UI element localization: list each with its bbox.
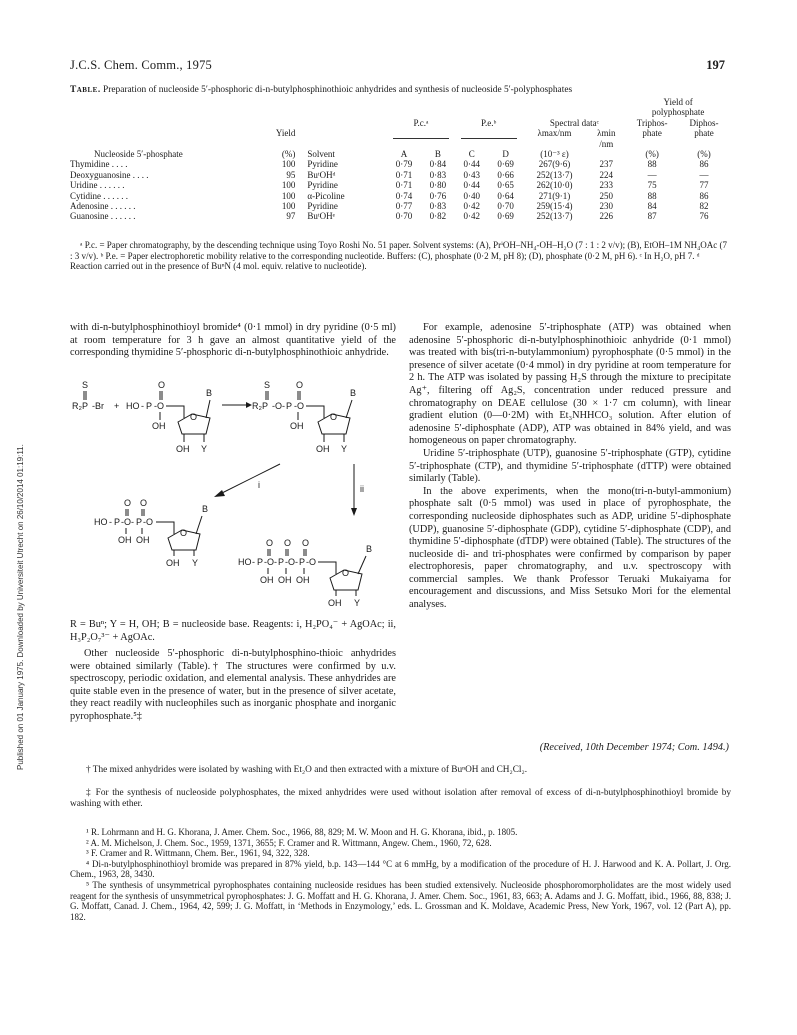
svg-text:P: P: [146, 401, 153, 411]
svg-text:P: P: [136, 517, 143, 527]
page-number: 197: [706, 58, 725, 72]
svg-text:-O: -O: [154, 401, 164, 411]
svg-text:OH: OH: [278, 575, 292, 585]
svg-text:R₂P: R₂P: [72, 401, 88, 411]
right-paragraph-2: Uridine 5′-triphosphate (UTP), guanosine 5′-triphosphate (GTP), cytidine 5′-triphosphate (CTP), and thymidine 5′-triphosphate (dTTP) were obtained similarly (Table).: [409, 447, 731, 485]
svg-text:S: S: [82, 380, 89, 390]
svg-text:-O-: -O-: [121, 517, 134, 527]
product-diphosphate: [94, 498, 208, 568]
svg-text:-O: -O: [143, 517, 153, 527]
svg-text:P: P: [299, 557, 306, 567]
svg-text:B: B: [202, 504, 209, 514]
svg-text:B: B: [366, 544, 373, 554]
results-table: [70, 97, 730, 222]
svg-text:R₂P: R₂P: [252, 401, 268, 411]
svg-text:O: O: [266, 538, 274, 548]
svg-text:O: O: [124, 498, 132, 508]
svg-text:Y: Y: [354, 598, 361, 608]
reaction-arrow-i: [220, 464, 280, 494]
svg-text:-: -: [141, 401, 144, 411]
svg-text:-: -: [109, 517, 112, 527]
product-anhydride: [252, 380, 356, 454]
right-paragraph-1: For example, adenosine 5′-triphosphate (ATP) was obtained when adenosine 5′-phosphoric di-n-butylphosphinothioic anhydride (0·1 mmol) was treated with bis(tri-n-butylammonium) pyrophosphate (0·5 mmol) in the presence of silver acetate (0·4 mmol) in dry pyridine at room temperature for 2 h. The ATP was isolated by passing H₂S through the mixture to precipitate Ag⁺, filtering off Ag₂S, concentration under reduced pressure and chromatography on DEAE cellulose (30 × 1·7 cm column), with linear gradient elution (0—0·2M) with Et₃NHHCO₃ solution. After elution of adenosine 5′-diphosphate (ADP), ATP was obtained in 84% yield, and was homogeneous on paper chromatography.: [409, 322, 731, 447]
footnote-dagger: † The mixed anhydrides were isolated by washing with Et₂O and then extracted with a mixture of BuⁿOH and CH₂Cl₂.: [86, 765, 528, 775]
svg-text:P: P: [114, 517, 121, 527]
download-stamp: [12, 440, 32, 770]
svg-text:B: B: [350, 388, 357, 398]
svg-text:OH: OH: [118, 535, 132, 545]
col-head-yield-of: Yield of: [663, 97, 693, 107]
svg-text:OH: OH: [176, 444, 190, 454]
step-label-i: i: [258, 480, 260, 490]
col-head-phate-1: phate: [642, 128, 662, 139]
reagent-phosphinothioyl-bromide: [72, 380, 104, 411]
left-column-intro: [70, 322, 396, 360]
download-stamp-text: Published on 01 January 1975. Downloaded by Universiteit Utrecht on 26/10/2014 01:19:11.: [16, 444, 25, 770]
reference-item: ³ F. Cramer and R. Wittmann, Chem. Ber., 1961, 94, 322, 328.: [86, 848, 310, 859]
table-row: Adenosine . . . . . . 100 Pyridine 0·77 0·83 0·42 0·70 259(15·4) 230 84 82: [70, 201, 709, 212]
svg-text:OH: OH: [316, 444, 330, 454]
svg-text:O: O: [190, 412, 198, 422]
table-row: Cytidine . . . . . . 100 α-Picoline 0·74 0·76 0·40 0·64 271(9·1) 250 88 86: [70, 190, 709, 201]
footnote-double-dagger: ‡ For the synthesis of nucleoside polyphosphates, the mixed anhydrides were used without isolation after removal of excess of di-n-butylphosphinothioyl bromide by washing with ether.: [70, 788, 731, 809]
plus-sign: +: [114, 401, 120, 411]
table-caption-text: Preparation of nucleoside 5′-phosphoric di-n-butylphosphinothioic anhydrides and synthesis of nucleoside 5′-polyphosphates: [103, 85, 573, 95]
col-head-eps: (10⁻³ ε): [540, 149, 569, 160]
col-head-lmin: λmin: [597, 128, 616, 139]
svg-text:-: -: [252, 557, 255, 567]
table-row: Deoxyguanosine . . . . 95 BuᵗOHᵈ 0·71 0·83 0·43 0·66 252(13·7) 224 — —: [70, 169, 709, 180]
svg-text:OH: OH: [136, 535, 150, 545]
svg-text:O: O: [180, 528, 188, 538]
svg-text:P: P: [257, 557, 264, 567]
svg-text:-O: -O: [294, 401, 304, 411]
svg-text:O: O: [330, 412, 338, 422]
col-head-phate-2: phate: [694, 128, 714, 139]
col-head-diphos: Diphos-: [689, 117, 719, 128]
table-row: Thymidine . . . . 100 Pyridine 0·79 0·84 0·44 0·69 267(9·6) 237 88 86: [70, 159, 709, 170]
journal-header: J.C.S. Chem. Comm., 1975: [70, 58, 212, 72]
svg-text:-O-: -O-: [272, 401, 285, 411]
received-date: (Received, 10th December 1974; Com. 1494.): [539, 742, 729, 753]
svg-text:OH: OH: [166, 558, 180, 568]
reference-item: ² A. M. Michelson, J. Chem. Soc., 1959, 1371, 3655; F. Cramer and R. Wittmann, Angew. Chem., 1960, 72, 628.: [86, 837, 492, 848]
svg-text:HO: HO: [238, 557, 252, 567]
col-head-triphos: Triphos-: [636, 117, 668, 128]
svg-text:Y: Y: [341, 444, 348, 454]
col-head-pct-di: (%): [697, 149, 711, 160]
col-head-nucleoside: Nucleoside 5′-phosphate: [94, 149, 183, 160]
col-head-pe: P.e.ᵇ: [481, 117, 497, 128]
reaction-scheme: [70, 380, 396, 615]
reference-item: ⁴ Di-n-butylphosphinothioyl bromide was prepared in 87% yield, b.p. 143—144 °C at 6 mmHg, by a modification of the procedure of H. J. Harwood and K. A. Pollart, J. Org. Chem., 1963, 28, 3430.: [70, 858, 731, 880]
col-head-solvent: Solvent: [307, 149, 335, 160]
table-row: Uridine . . . . . . 100 Pyridine 0·71 0·80 0·44 0·65 262(10·0) 233 75 77: [70, 180, 709, 191]
col-head-pct-tri: (%): [645, 149, 659, 160]
step-label-ii: ii: [360, 484, 364, 494]
svg-text:O: O: [302, 538, 310, 548]
col-head-d: D: [502, 149, 509, 160]
right-column: [409, 322, 731, 612]
col-head-c: C: [468, 149, 475, 160]
col-head-spectral: Spectral dataᶜ: [549, 117, 599, 128]
product-triphosphate: [238, 538, 372, 608]
svg-text:OH: OH: [290, 421, 304, 431]
col-head-nm: /nm: [599, 138, 614, 149]
svg-text:-Br: -Br: [92, 401, 104, 411]
col-head-polyphosphate: polyphosphate: [651, 107, 705, 118]
svg-text:O: O: [140, 498, 148, 508]
svg-text:OH: OH: [260, 575, 274, 585]
svg-text:O: O: [296, 380, 304, 390]
right-paragraph-3: In the above experiments, when the mono(tri-n-butyl-ammonium) phosphate salt (0·5 mmol) was used in place of pyrophosphate, the corresponding nucleoside diphosphates such as ADP, uridine 5′-diphosphate (UDP), guanosine 5′-diphosphate (GDP), cytidine 5′-diphosphate (CDP), and thymidine 5′-diphosphate (dTDP) were obtained (Table). The structures of the nucleoside di- and tri-phosphates were confirmed by comparison by paper electrophoresis, paper chromatography, and u.v. spectroscopy with commercial samples. We thank Professor Teruaki Mukaiyama for encouragement and discussions, and Miss Setsuko Mori for the elemental analyses.: [409, 485, 731, 611]
svg-text:HO: HO: [94, 517, 108, 527]
table-label: Table.: [70, 85, 101, 95]
svg-text:P: P: [286, 401, 293, 411]
col-head-lmax: λmax/nm: [537, 128, 572, 139]
svg-text:OH: OH: [296, 575, 310, 585]
col-head-yield: Yield: [275, 128, 296, 139]
left-paragraph-2: Other nucleoside 5′-phosphoric di-n-butylphosphino-thioic anhydrides were obtained similarly (Table).† The structures were confirmed by u.v. spectroscopy, periodic oxidation, and elemental analysis. These anhydrides are quite stable even in the presence of water, but in the presence of silver acetate, they react readily with nucleophiles such as inorganic phosphate and inorganic pyrophosphate.⁵‡: [70, 648, 396, 722]
col-head-pc: P.c.ᵃ: [413, 117, 429, 128]
col-head-b: B: [434, 149, 441, 160]
table-footnotes: ᵃ P.c. = Paper chromatography, by the descending technique using Toyo Roshi No. 51 paper. Solvent systems: (A), PrⁱOH–NH₄-OH–H₂O (7 : 1 : 2 v/v); (B), EtOH–1M NH₄OAc (7 : 3 v/v). ᵇ P.e. = Paper electrophoretic mobility relative to the corresponding nucleotide. Buffers: (C), phosphate (0·2 M, pH 8); (D), phosphate (0·2 M, pH 6). ᶜ In H₂O, pH 7. ᵈ Reaction carried out in the presence of BuⁿN (4 mol. equiv. relative to nucleotide).: [70, 240, 728, 272]
svg-text:Y: Y: [201, 444, 208, 454]
svg-text:OH: OH: [328, 598, 342, 608]
svg-text:B: B: [206, 388, 213, 398]
svg-text:HO: HO: [126, 401, 140, 411]
table-row: Guanosine . . . . . . 97 BuᵗOHᵉ 0·70 0·82 0·42 0·69 252(13·7) 226 87 76: [70, 211, 709, 222]
nucleotide-monophosphate: [126, 380, 212, 454]
svg-text:S: S: [264, 380, 271, 390]
col-head-a: A: [400, 149, 408, 160]
svg-text:OH: OH: [152, 421, 166, 431]
svg-text:O: O: [342, 568, 350, 578]
scheme-legend: R = Buⁿ; Y = H, OH; B = nucleoside base. Reagents: i, H₂PO₄⁻ + AgOAc; ii, H₃P₂O₇³⁻ + AgOAc.: [70, 619, 396, 643]
svg-text:-O-: -O-: [285, 557, 298, 567]
col-head-pct: (%): [281, 149, 296, 160]
svg-text:O: O: [284, 538, 292, 548]
reference-item: ¹ R. Lohrmann and H. G. Khorana, J. Amer. Chem. Soc., 1966, 88, 829; M. W. Moon and H. G. Khorana, ibid., p. 1805.: [86, 827, 518, 837]
reference-item: ⁵ The synthesis of unsymmetrical pyrophosphates containing nucleoside residues has been studied extensively. Nucleoside phosphoromorpholidates are the most widely used reagent for the synthesis of unsymmetrical pyrophosphates: J. G. Moffatt and H. G. Khorana, J. Amer. Chem. Soc., 1961, 83, 663; A. Adams and J. G. Moffatt, ibid., 1966, 88, 838; J. G. Moffatt, Canad. J. Chem., 1964, 42, 599; J. G. Moffatt, in ‘Methods in Enzymology,’ eds. L. Grossman and K. Moldave, Academic Press, New York, 1967, vol. 12 (Part A), pp. 182.: [70, 879, 731, 922]
svg-text:-O: -O: [306, 557, 316, 567]
svg-text:-O-: -O-: [264, 557, 277, 567]
svg-text:O: O: [158, 380, 166, 390]
left-paragraph-1: with di-n-butylphosphinothioyl bromide⁴ (0·1 mmol) in dry pyridine (0·5 ml) at room temperature for 3 h gave an almost quantitative yield of the corresponding thymidine 5′-phosphoric di-n-butylphosphinothioic anhydride.: [70, 322, 396, 359]
references: [70, 827, 731, 922]
table-caption: [70, 85, 730, 95]
svg-text:P: P: [278, 557, 285, 567]
svg-text:Y: Y: [192, 558, 199, 568]
